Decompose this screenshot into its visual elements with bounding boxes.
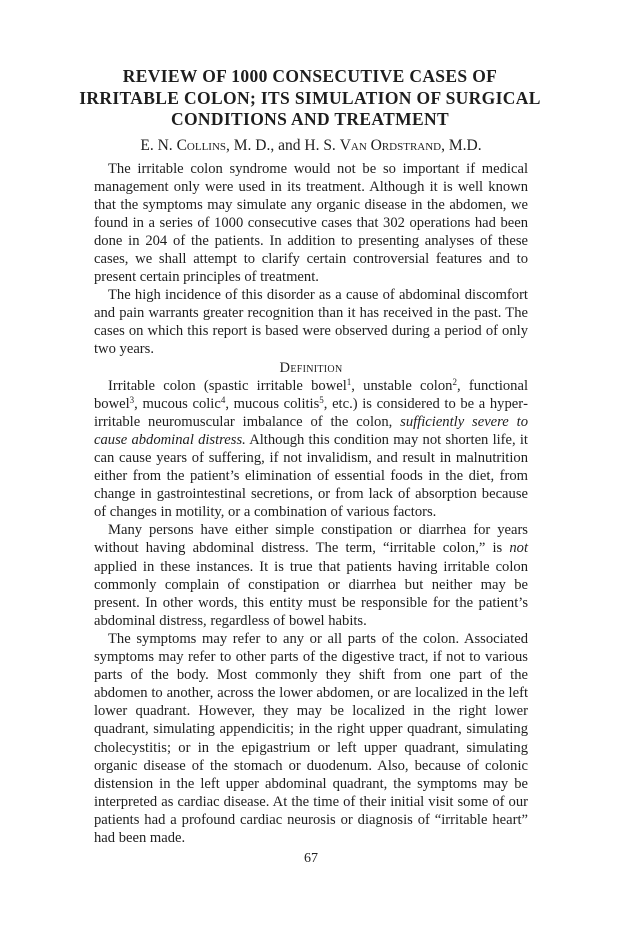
intro-paragraph-2: The high incidence of this disorder as a cause of abdominal discomfort and pain warrants greater recognition than it has received in the past. The cases on which this report is based were observed during a period of only two years.	[94, 287, 528, 358]
reference-4: 4	[220, 394, 226, 405]
reference-2: 2	[452, 376, 457, 387]
emphasis-not: not	[509, 540, 528, 557]
author1-degree: , M. D., and H. S.	[226, 136, 340, 154]
author1-initials: E. N.	[140, 136, 177, 154]
author1-surname: Collins	[176, 136, 227, 154]
emphasis-text: sufficiently severe to cause abdominal distress.	[94, 413, 528, 448]
article-title	[58, 66, 562, 131]
definition-paragraph-1: Irritable colon (spastic irritable bowel$^1$, unstable colon$^2$, functional bowel$^3$, mucous colic$^4$, mucous colitis$^5$, etc.) is considered to be a hyperirritable neuromuscular imbalance of the colon, sufficiently severe to cause abdominal distress. Although this condition may not shorten life, it can cause years of suffering, if not invalidism, and result in malnutrition either from the patient’s elimination of essential foods in the diet, from change in gastrointestinal secretions, or from lack of absorption because of changes in motility, or a combination of various factors.	[94, 376, 528, 521]
reference-3: 3	[129, 394, 135, 405]
intro-paragraph-1: The irritable colon syndrome would not be so important if medical management only were used in its treatment. Although it is well known that the symptoms may simulate any organic disease in the abdomen, we found in a series of 1000 consecutive cases that 302 operations had been done in 204 of the patients. In addition to presenting analyses of these cases, we shall attempt to clarify certain controversial features and to present certain principles of treatment.	[94, 160, 528, 286]
title-line-1: REVIEW OF 1000 CONSECUTIVE CASES OF	[122, 66, 498, 86]
title-line-2: IRRITABLE COLON; ITS SIMULATION OF SURGICAL	[79, 87, 541, 108]
page-number: 67	[304, 851, 318, 867]
author2-surname: Van Ordstrand	[339, 136, 442, 154]
author2-degree: , M.D.	[441, 136, 482, 154]
definition-paragraph-3: The symptoms may refer to any or all parts of the colon. Associated symptoms may refer to other parts of the digestive tract, if not to various parts of the body. Most commonly they shift from one part of the abdomen to another, across the lower abdomen, or are localized in the left lower quadrant. However, they may be localized in the right lower quadrant, simulating appendicitis; in the right upper quadrant, simulating cholecystitis; or in the epigastrium or left upper quadrant, simulating organic disease of the stomach or duodenum. Also, because of colonic distension in the left upper abdominal quadrant, the symptoms may be interpreted as cardiac disease. At the time of their initial visit some of our patients had a profound cardiac neurosis or diagnosis of “irritable heart” had been made.	[94, 630, 528, 846]
reference-5: 5	[319, 394, 324, 405]
section-heading-definition: Definition	[279, 359, 343, 376]
title-line-3: CONDITIONS AND TREATMENT	[170, 109, 450, 129]
reference-1: 1	[346, 376, 352, 387]
article-body	[94, 160, 528, 848]
author-line	[94, 135, 528, 157]
definition-paragraph-2: Many persons have either simple constipation or diarrhea for years without having abdominal distress. The term, “irritable colon,” is not applied in these instances. It is true that patients having irritable colon commonly complain of constipation or diarrhea but neither may be present. In other words, this entity must be responsible for the patient’s abdominal distress, regardless of bowel habits.	[94, 522, 528, 629]
